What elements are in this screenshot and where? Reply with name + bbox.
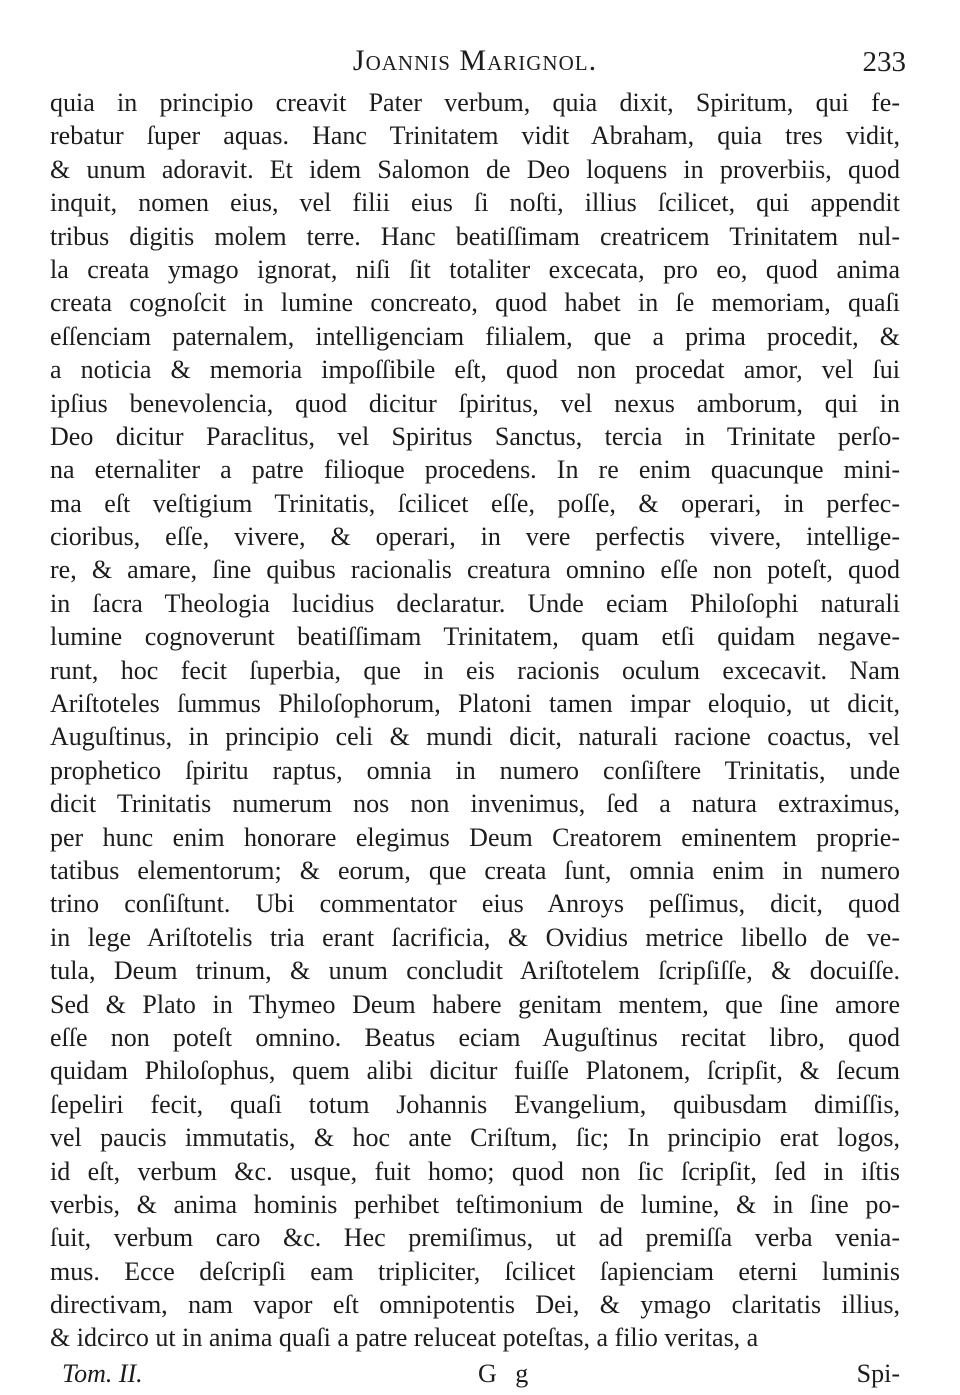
text-line: tula, Deum trinum, & unum concludit Ariſtotelem ſcripſiſſe, & docuiſſe. xyxy=(50,956,900,986)
running-head-title: Joannis Marignol. xyxy=(352,44,598,77)
text-line: & idcirco ut in anima quaſi a patre reluceat poteſtas, a filio veritas, a xyxy=(50,1323,759,1353)
text-line: ſuit, verbum caro &c. Hec premiſimus, ut ad premiſſa verba venia- xyxy=(50,1223,900,1253)
text-line: per hunc enim honorare elegimus Deum Creatorem eminentem proprie- xyxy=(50,822,900,852)
text-line: ſepeliri fecit, quaſi totum Johannis Evangelium, quibusdam dimiſſis, xyxy=(50,1089,900,1119)
volume-signature: Tom. II. xyxy=(62,1358,143,1388)
text-line: cioribus, eſſe, vivere, & operari, in vere perfectis vivere, intellige- xyxy=(50,522,900,552)
text-line: prophetico ſpiritu raptus, omnia in numero conſiſtere Trinitatis, unde xyxy=(50,755,900,785)
text-line: quia in principio creavit Pater verbum, quia dixit, Spiritum, qui fe- xyxy=(50,88,900,117)
text-line: tatibus elementorum; & eorum, que creata ſunt, omnia enim in numero xyxy=(50,855,900,885)
text-line: vel paucis immutatis, & hoc ante Criſtum, ſic; In principio erat logos, xyxy=(50,1123,900,1153)
text-line: na eternaliter a patre filioque procedens. In re enim quacunque mini- xyxy=(50,455,900,485)
text-line: in lege Ariſtotelis tria erant ſacrificia, & Ovidius metrice libello de ve- xyxy=(50,922,900,952)
text-line: directivam, nam vapor eſt omnipotentis Dei, & ymago claritatis illius, xyxy=(50,1290,900,1320)
text-line: la creata ymago ignorat, niſi ſit totaliter excecata, pro eo, quod anima xyxy=(50,254,900,284)
text-line: rebatur ſuper aquas. Hanc Trinitatem vidit Abraham, quia tres vidit, xyxy=(50,121,900,151)
text-line: Deo dicitur Paraclitus, vel Spiritus Sanctus, tercia in Trinitate perſo- xyxy=(50,421,900,451)
text-line: quidam Philoſophus, quem alibi dicitur fuiſſe Platonem, ſcripſit, & ſecum xyxy=(50,1056,900,1086)
text-line: Sed & Plato in Thymeo Deum habere genitam mentem, que ſine amore xyxy=(50,989,900,1019)
text-line: ipſius benevolencia, quod dicitur ſpiritus, vel nexus amborum, qui in xyxy=(50,388,900,418)
text-line: inquit, nomen eius, vel filii eius ſi noſti, illius ſcilicet, qui appendit xyxy=(50,188,900,218)
text-line: in ſacra Theologia lucidius declaratur. Unde eciam Philoſophi naturali xyxy=(50,588,900,618)
text-line: re, & amare, ſine quibus racionalis creatura omnino eſſe non poteſt, quod xyxy=(50,555,900,585)
catchword: Spi- xyxy=(856,1358,900,1388)
text-line: eſſenciam paternalem, intelligenciam filialem, que a prima procedit, & xyxy=(50,321,900,351)
text-line: trino conſiſtunt. Ubi commentator eius Anroys peſſimus, dicit, quod xyxy=(50,889,900,919)
text-line: lumine cognoverunt beatiſſimam Trinitatem, quam etſi quidam negave- xyxy=(50,622,900,652)
text-line: tribus digitis molem terre. Hanc beatiſſimam creatricem Trinitatem nul- xyxy=(50,221,900,251)
text-line: id eſt, verbum &c. usque, fuit homo; quod non ſic ſcripſit, ſed in iſtis xyxy=(50,1156,900,1186)
text-line: eſſe non poteſt omnino. Beatus eciam Auguſtinus recitat libro, quod xyxy=(50,1022,900,1052)
text-line: verbis, & anima hominis perhibet teſtimonium de lumine, & in ſine po- xyxy=(50,1189,900,1219)
text-line: mus. Ecce deſcripſi eam tripliciter, ſcilicet ſapienciam eterni luminis xyxy=(50,1256,900,1286)
running-head xyxy=(50,40,906,86)
text-line: & unum adoravit. Et idem Salomon de Deo loquens in proverbiis, quod xyxy=(50,154,900,184)
text-line: ma eſt veſtigium Trinitatis, ſcilicet eſſe, poſſe, & operari, in perfec- xyxy=(50,488,900,518)
gathering-signature: G g xyxy=(478,1358,535,1388)
text-line: runt, hoc fecit ſuperbia, que in eis racionis oculum excecavit. Nam xyxy=(50,655,900,685)
page-number: 233 xyxy=(862,46,906,78)
text-line: Ariſtoteles ſummus Philoſophorum, Platoni tamen impar eloquio, ut dicit, xyxy=(50,689,900,719)
body-text xyxy=(50,86,900,1355)
text-line: creata cognoſcit in lumine concreato, quod habet in ſe memoriam, quaſi xyxy=(50,288,900,318)
text-line: dicit Trinitatis numerum nos non invenimus, ſed a natura extraximus, xyxy=(50,789,900,819)
page-footer xyxy=(50,1359,900,1395)
text-line: Auguſtinus, in principio celi & mundi dicit, naturali racione coactus, vel xyxy=(50,722,900,752)
text-line: a noticia & memoria impoſſibile eſt, quod non procedat amor, vel ſui xyxy=(50,355,900,385)
